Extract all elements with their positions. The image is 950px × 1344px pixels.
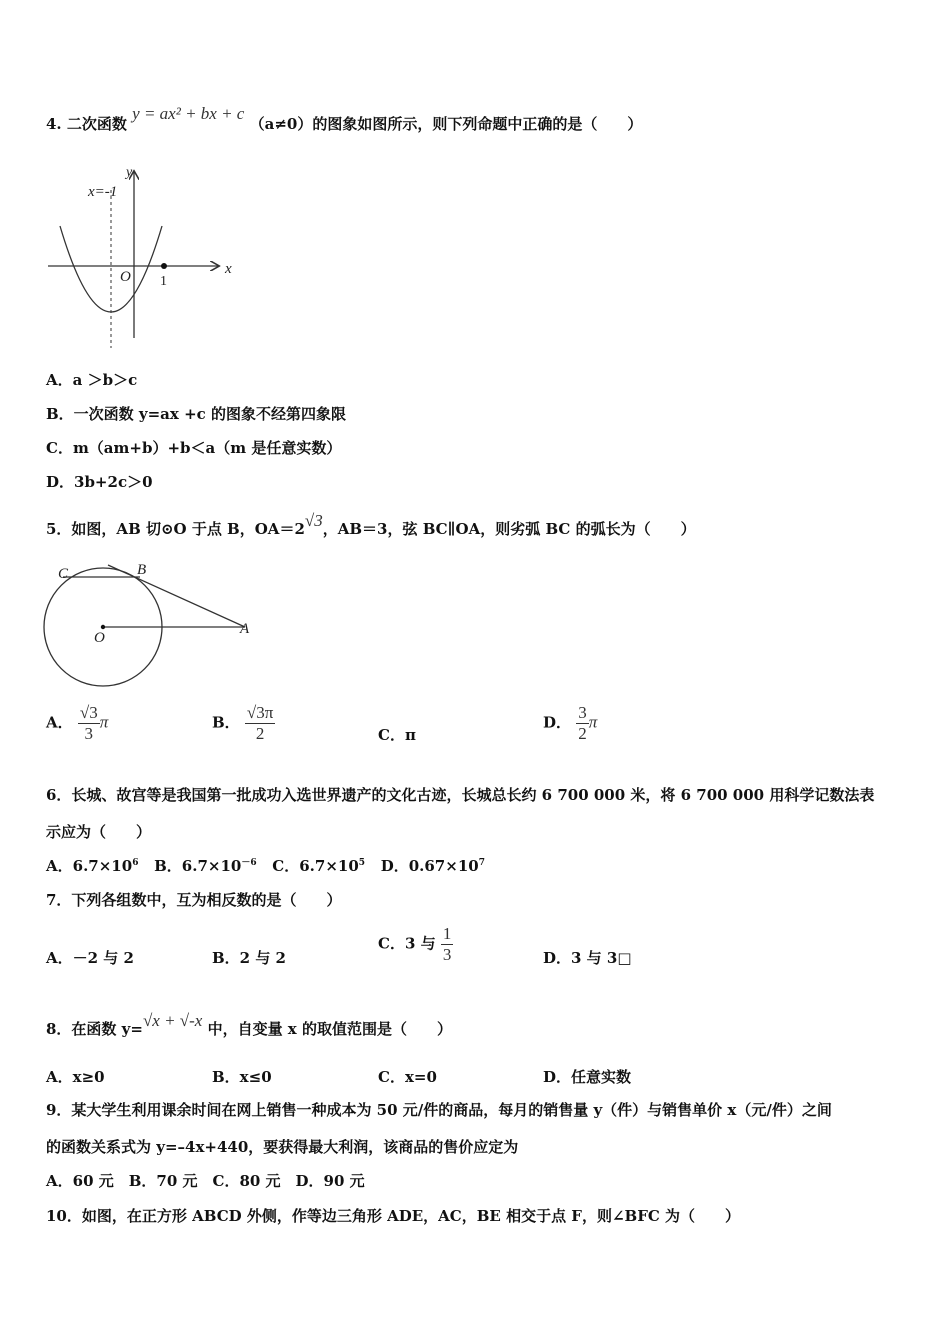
q6-b-exp: －6 [241, 858, 257, 868]
q7-option-d: D．3 与 3□ [543, 949, 632, 967]
y-label: y [126, 165, 133, 180]
q5-a-label: A． [46, 713, 73, 732]
q4-option-a: A．a ＞b＞c [46, 371, 138, 389]
q6-stem-line1: 6．长城、故宫等是我国第一批成功入选世界遗产的文化古迹，长城总长约 6 700 000 米，将 6 700 000 用科学记数法表 [46, 786, 875, 804]
q5-b-label: B． [212, 713, 240, 732]
q5-a-pi: π [99, 712, 109, 732]
q4-formula: y = ax² + bx + c [132, 104, 245, 123]
q7-c-pre: C．3 与 [378, 934, 436, 953]
q7-option-c [378, 924, 453, 965]
q5-a-num: √3 [79, 703, 98, 722]
q4-option-d: D．3b+2c＞0 [46, 473, 153, 491]
q9-options: A．60 元 B．70 元 C．80 元 D．90 元 [46, 1172, 365, 1190]
q8-option-c: C．x=0 [378, 1068, 437, 1086]
q5-option-b [212, 703, 275, 744]
q5-circle-figure [40, 560, 260, 695]
center-o [101, 625, 105, 629]
q5-d-pi: π [588, 712, 598, 732]
q4-cond: （a≠0）的图象如图所示，则下列命题中正确的是（ ） [249, 115, 643, 133]
vline-label: x=-1 [88, 184, 118, 200]
label-a: A [240, 621, 250, 637]
q6-options [46, 855, 485, 876]
q4-option-b: B．一次函数 y=ax +c 的图象不经第四象限 [46, 405, 346, 423]
q8-option-d: D．任意实数 [543, 1068, 632, 1086]
q6-d-exp: 7 [478, 858, 485, 868]
q5-pre: 5．如图，AB 切⊙O 于点 B，OA＝2 [46, 520, 305, 538]
q5-b-fraction [245, 703, 275, 744]
q7-stem: 7．下列各组数中，互为相反数的是（ ） [46, 891, 342, 909]
q8-formula: √x + √-x [142, 1011, 203, 1030]
q6-c: C．6.7×10 [272, 857, 359, 875]
q9-stem-line2: 的函数关系式为 y=–4x+440，要获得最大利润，该商品的售价应定为 [46, 1138, 519, 1156]
q8-option-b: B．x≤0 [212, 1068, 272, 1086]
q6-b: B．6.7×10 [154, 857, 242, 875]
q7-option-b: B．2 与 2 [212, 949, 286, 967]
q4-option-c: C．m（am+b）+b＜a（m 是任意实数） [46, 439, 342, 457]
point-one [161, 263, 167, 269]
tangent-ab [108, 565, 245, 627]
q5-sqrt: √3 [304, 511, 323, 530]
q5-d-num: 3 [578, 703, 587, 722]
q7-option-a: A．－2 与 2 [46, 949, 134, 967]
q6-stem-line2: 示应为（ ） [46, 823, 152, 841]
label-b: B [137, 562, 147, 578]
label-o: O [94, 630, 105, 646]
q9-stem-line1: 9．某大学生利用课余时间在网上销售一种成本为 50 元/件的商品，每月的销售量 y（件）与销售单价 x（元/件）之间 [46, 1101, 832, 1119]
q5-option-d [543, 703, 597, 744]
q5-d-fraction [576, 703, 589, 744]
q6-c-exp: 5 [358, 858, 366, 868]
o-label: O [120, 269, 131, 285]
one-label: 1 [160, 274, 167, 289]
q6-a: A．6.7×10 [46, 857, 133, 875]
label-c: C [58, 566, 69, 582]
q7-c-den: 3 [442, 945, 452, 964]
q10-stem: 10．如图，在正方形 ABCD 外侧，作等边三角形 ADE，AC，BE 相交于点 F，则∠BFC 为（ ） [46, 1207, 741, 1225]
q5-a-fraction [78, 703, 100, 744]
x-label: x [225, 261, 232, 277]
q7-c-num: 1 [442, 924, 452, 943]
q8-stem [46, 1011, 452, 1039]
q7-c-fraction [441, 924, 454, 965]
q8-post: 中，自变量 x 的取值范围是（ ） [207, 1020, 452, 1038]
q8-pre: 8．在函数 y= [46, 1020, 143, 1038]
q4-stem [46, 104, 643, 134]
q5-post: ，AB＝3，弦 BC∥OA，则劣弧 BC 的弧长为（ ） [322, 520, 696, 538]
q5-b-num: √3π [246, 703, 274, 722]
q8-option-a: A．x≥0 [46, 1068, 105, 1086]
q5-d-den: 2 [578, 724, 587, 743]
q4-pre: 二次函数 [66, 115, 127, 133]
q5-option-a [46, 703, 108, 744]
q5-stem [46, 511, 696, 539]
q5-option-c: C．π [378, 726, 416, 744]
q5-b-den: 2 [255, 724, 265, 743]
q4-num: 4. [46, 115, 62, 133]
q4-parabola-figure [40, 160, 250, 355]
q6-a-exp: 6 [132, 858, 139, 868]
q5-d-label: D． [543, 713, 572, 732]
q6-d: D．0.67×10 [380, 857, 479, 875]
q5-a-den: 3 [84, 724, 94, 743]
